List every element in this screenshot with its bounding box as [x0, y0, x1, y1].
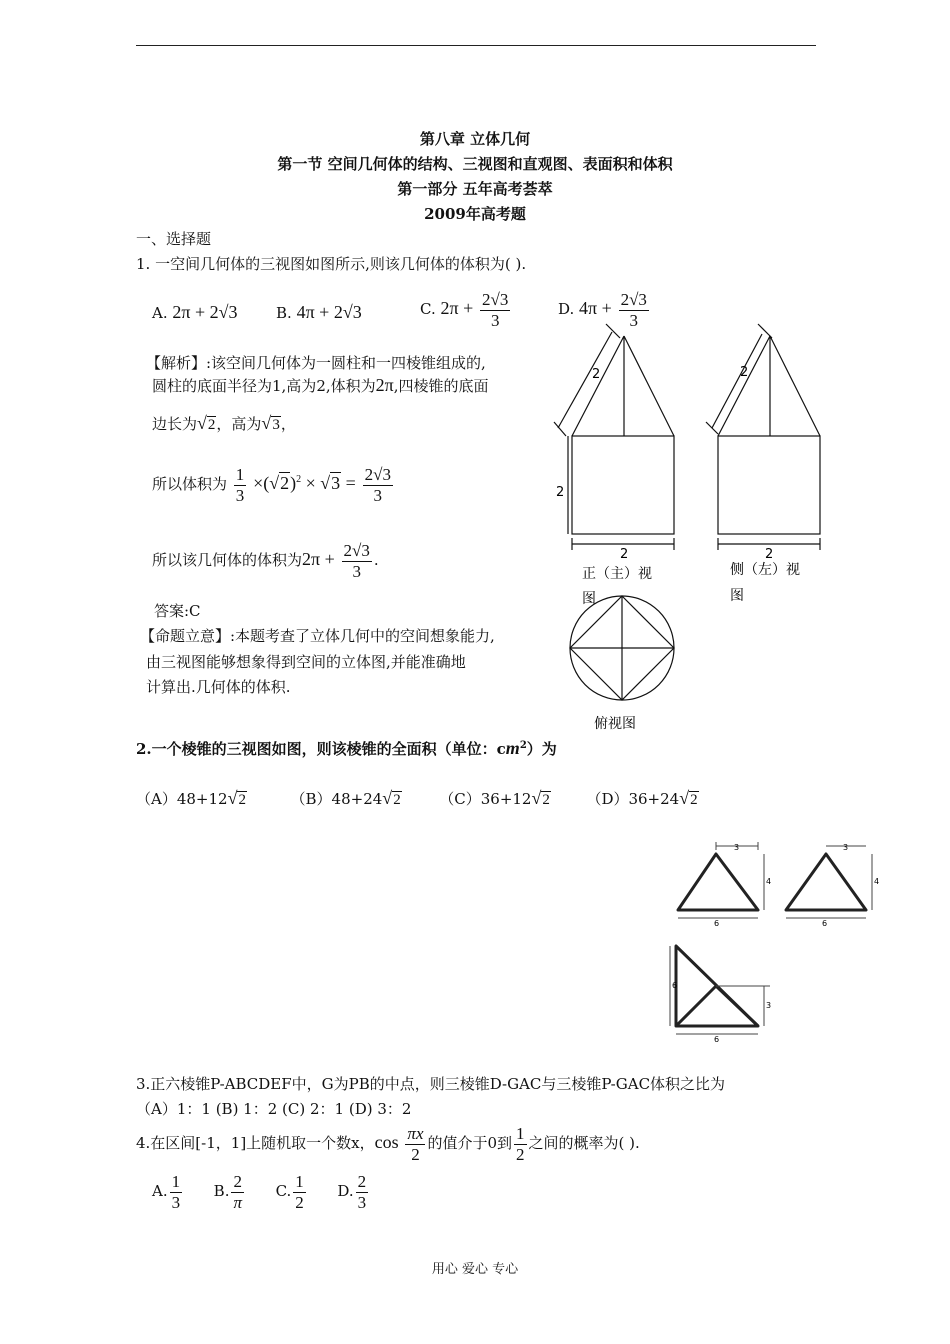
section-title: 第一节 空间几何体的结构、三视图和直观图、表面积和体积	[277, 155, 673, 173]
q1-intent-3: 计算出.几何体的体积.	[146, 678, 291, 696]
q1-option-c: C. 2π + $\frac{2√3}{3}$	[420, 290, 509, 330]
q1-volume-calc: 所以体积为 $\frac{1}{3}$ $\times(√2)^2 \times √3$ = $\frac{2√3}{3}$	[152, 465, 391, 505]
q2-option-d: （D）36+24√2	[586, 788, 698, 808]
q1-analysis-2: 圆柱的底面半径为1,高为2,体积为2π,四棱锥的底面	[152, 375, 489, 395]
side-view-label: 侧（左）视	[730, 562, 800, 578]
q1-analysis-1: 【解析】:该空间几何体为一圆柱和一四棱锥组成的,	[146, 354, 486, 372]
side-slant-dim: 2	[740, 365, 749, 380]
q4-option-c: C. $\frac{1}{2}$	[275, 1172, 304, 1212]
header-rule	[136, 45, 816, 46]
q2-front-dim-4: 4	[766, 877, 772, 886]
q1-analysis-3: 边长为√2，高为√3，	[152, 413, 296, 433]
q4-option-a: A. $\frac{1}{3}$	[152, 1172, 181, 1212]
year-title: 2009年高考题	[424, 205, 526, 223]
q4-option-d: D. $\frac{2}{3}$	[337, 1172, 367, 1212]
q1-answer: 答案:C	[154, 602, 201, 620]
q2-stem: 2.一个棱锥的三视图如图，则该棱锥的全面积（单位：$cm^2$）为	[136, 738, 557, 758]
front-slant-dim: 2	[592, 367, 601, 382]
front-view-label: 正（主）视	[582, 566, 652, 582]
q1-intent-2: 由三视图能够想象得到空间的立体图,并能准确地	[146, 653, 466, 671]
q2-side-dim-3: 3	[843, 843, 849, 852]
q2-front-dim-3: 3	[734, 843, 740, 852]
q1-intent-1: 【命题立意】:本题考查了立体几何中的空间想象能力,	[140, 627, 495, 645]
q2-three-view-figure	[666, 836, 886, 1046]
q4-stem: 4.在区间[-1，1]上随机取一个数x，cos $\frac{\pi x}{2}$ 的值介于0到 $\frac{1}{2}$ 之间的概率为( ).	[136, 1124, 640, 1164]
q2-side-dim-4: 4	[874, 877, 880, 886]
top-view-label: 俯视图	[594, 716, 636, 732]
q4-options	[152, 1172, 370, 1212]
q1-stem: 1. 一空间几何体的三视图如图所示,则该几何体的体积为( ).	[136, 255, 527, 273]
front-width-dim: 2	[620, 547, 629, 562]
page-footer: 用心 爱心 专心	[431, 1262, 519, 1277]
q3-options: （A）1：1 (B) 1：2 (C) 2：1 (D) 3：2	[136, 1100, 412, 1118]
part-title: 第一部分 五年高考荟萃	[397, 180, 553, 198]
side-view-label-2: 图	[730, 588, 744, 604]
side-width-dim: 2	[765, 547, 774, 562]
q2-front-dim-6: 6	[714, 919, 720, 928]
side-view	[706, 324, 820, 550]
front-height-dim: 2	[556, 485, 565, 500]
front-view-label-2: 图	[582, 591, 596, 607]
q1-total-volume: 所以该几何体的体积为2π + $\frac{2√3}{3}$ .	[152, 541, 379, 581]
chapter-title: 第八章 立体几何	[419, 130, 531, 148]
q4-option-b: B. $\frac{2}{\pi}$	[213, 1172, 242, 1212]
q2-option-c: （C）36+12√2	[439, 788, 550, 808]
front-view	[554, 324, 674, 550]
q2-top-dim-3: 3	[766, 1001, 772, 1010]
top-view	[570, 596, 674, 700]
q2-options	[136, 788, 699, 809]
q1-option-b: B. 4π + 2√3	[276, 302, 362, 322]
q2-option-a: （A）48+12√2	[136, 788, 246, 808]
q2-option-b: （B）48+24√2	[290, 788, 401, 808]
q2-top-dim-6-left: 6	[672, 981, 678, 990]
q2-side-dim-6: 6	[822, 919, 828, 928]
q2-top-dim-6-bottom: 6	[714, 1035, 720, 1044]
q1-three-view-figure	[550, 318, 840, 738]
q1-option-d: D. 4π + $\frac{2√3}{3}$	[558, 290, 647, 330]
q1-option-a: A. 2π + 2√3	[152, 302, 238, 322]
heading-choice: 一、选择题	[136, 230, 212, 248]
q3-stem: 3.正六棱锥P-ABCDEF中，G为PB的中点，则三棱锥D-GAC与三棱锥P-GAC体积之比为	[136, 1075, 726, 1093]
